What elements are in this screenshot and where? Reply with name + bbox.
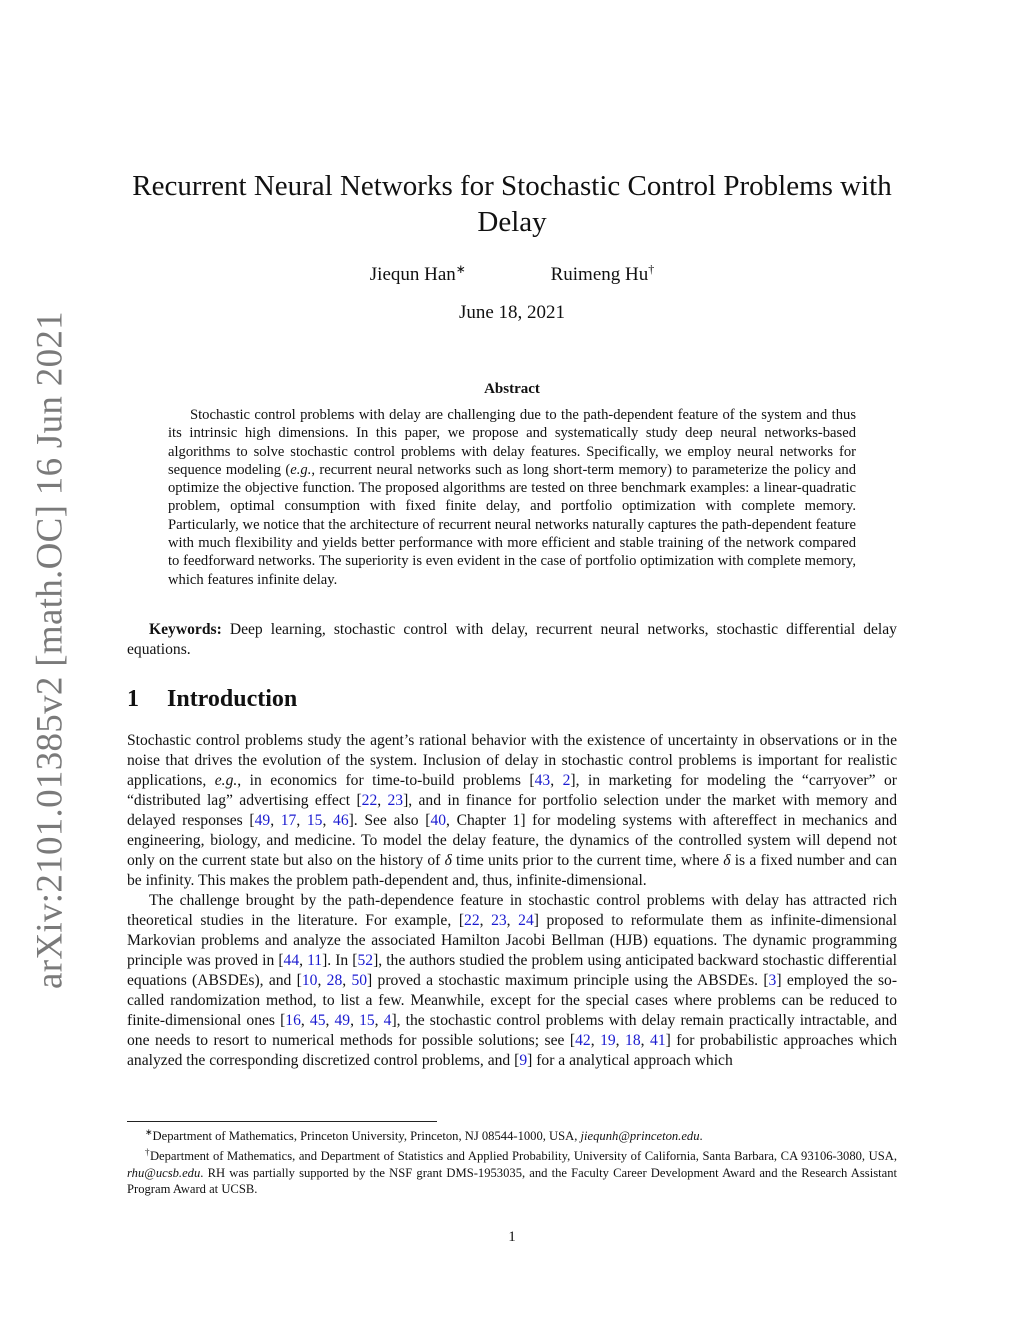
footnotes [127,1124,897,1197]
citation-link[interactable]: 40 [430,812,447,829]
citation-link[interactable]: 15 [359,1012,375,1029]
citation-link[interactable]: 17 [280,812,297,829]
citation-link[interactable]: 49 [334,1012,351,1029]
keywords: Keywords: Deep learning, stochastic control with delay, recurrent neural networks, stochastic differential delay equations. [127,621,897,658]
citation-link[interactable]: 16 [285,1012,301,1029]
citation-link[interactable]: 4 [383,1012,392,1029]
citation-link[interactable]: 45 [309,1012,326,1029]
intro-paragraph-1: Stochastic control problems study the agent’s rational behavior with the existence of uncertainty in observations or in the noise that drives the evolution of the system. Inclusion of delay in stochastic control problems is important for realistic applications, e.g., in economics for time-to-build problems [43, 2], in marketing for modeling the “carryover” or “distributed lag” advertising effect [22, 23], and in finance for portfolio selection under the market with memory and delayed responses [49, 17, 15, 46]. See also [40, Chapter 1] for modeling systems with aftereffect in mechanics and engineering, biology, and medicine. To model the delay feature, the dynamics of the controlled system will depend not only on the current state but also on the history of δ time units prior to the current time, where δ is a fixed number and can be infinity. This makes the problem path-dependent and, thus, infinite-dimensional. [127,732,898,889]
footnote-divider [127,1121,437,1122]
citation-link[interactable]: 41 [650,1032,666,1049]
citation-link[interactable]: 24 [518,912,534,929]
citation-link[interactable]: 44 [283,952,300,969]
author-list [120,262,904,286]
citation-link[interactable]: 18 [625,1032,641,1049]
paper-date: June 18, 2021 [458,302,566,323]
citation-link[interactable]: 23 [491,912,507,929]
page-number: 1 [508,1229,516,1245]
paper-title: Recurrent Neural Networks for Stochastic Control Problems with Delay [132,170,892,238]
citation-link[interactable]: 10 [301,972,318,989]
intro-body [127,731,897,1071]
citation-link[interactable]: 52 [357,952,374,969]
citation-link[interactable]: 28 [326,972,343,989]
footnote-email[interactable]: jiequnh@princeton.edu [580,1129,700,1144]
citation-link[interactable]: 2 [562,772,571,789]
citation-link[interactable]: 49 [254,812,271,829]
section-heading: 1 Introduction [127,686,298,712]
citation-link[interactable]: 43 [534,772,551,789]
abstract-heading: Abstract [484,381,540,397]
citation-link[interactable]: 9 [519,1052,528,1069]
citation-link[interactable]: 22 [464,912,480,929]
citation-link[interactable]: 22 [361,792,378,809]
author-hu: Ruimeng Hu† [550,262,655,286]
author-han: Jiequn Han∗ [369,262,466,286]
abstract-text: Stochastic control problems with delay are challenging due to the path-dependent feature of the system and thus its intrinsic high dimensions. In this paper, we propose and systematically study deep neural networks-based algorithms to solve stochastic control problems with delay features. Specifically, we employ neural networks for sequence modeling (e.g., recurrent neural networks such as long short-term memory) to parameterize the policy and optimize the objective function. The proposed algorithms are tested on three benchmark examples: a linear-quadratic problem, optimal consumption with fixed finite delay, and portfolio optimization with complete memory. Particularly, we notice that the architecture of recurrent neural networks naturally captures the path-dependent feature with much flexibility and yields better performance with more efficient and stable training of the network compared to feedforward networks. The superiority is even evident in the case of portfolio optimization with complete memory, which features infinite delay. [168,407,856,588]
citation-link[interactable]: 23 [387,792,404,809]
citation-link[interactable]: 19 [600,1032,616,1049]
arxiv-sidebar-stamp [20,311,80,989]
footnote-email[interactable]: rhu@ucsb.edu [127,1165,201,1180]
citation-link[interactable]: 3 [768,972,777,989]
arxiv-id: arXiv:2101.01385v2 [math.OC] 16 Jun 2021 [29,311,71,989]
keywords-label: Keywords: [149,621,222,638]
citation-link[interactable]: 42 [575,1032,591,1049]
footnote-2: †Department of Mathematics, and Department of Statistics and Applied Probability, University of California, Santa Barbara, CA 93106-3080, USA, rhu@ucsb.edu. RH was partially supported by the NSF grant DMS-1953035, and the Faculty Career Development Award and the Research Assistant Program Award at UCSB. [127,1147,897,1196]
citation-link[interactable]: 50 [351,972,368,989]
footnote-1: ∗Department of Mathematics, Princeton University, Princeton, NJ 08544-1000, USA, jiequnh@princeton.edu. [145,1127,703,1144]
citation-link[interactable]: 15 [306,812,323,829]
intro-paragraph-2: The challenge brought by the path-dependence feature in stochastic control problems with delay has attracted rich theoretical studies in the literature. For example, [22, 23, 24] proposed to reformulate them as infinite-dimensional Markovian problems and analyze the associated Hamilton Jacobi Bellman (HJB) equations. The dynamic programming principle was proved in [44, 11]. In [52], the authors studied the problem using anticipated backward stochastic differential equations (ABSDEs), and [10, 28, 50] proved a stochastic maximum principle using the ABSDEs. [3] employed the so-called randomization method, to list a few. Meanwhile, except for the special cases where problems can be reduced to finite-dimensional ones [16, 45, 49, 15, 4], the stochastic control problems with delay remain practically intractable, and one needs to resort to numerical methods for possible solutions; see [42, 19, 18, 41] for probabilistic approaches which analyzed the corresponding discretized control problems, and [9] for a analytical approach which [127,892,898,1069]
citation-link[interactable]: 11 [307,952,323,969]
citation-link[interactable]: 46 [333,812,349,829]
